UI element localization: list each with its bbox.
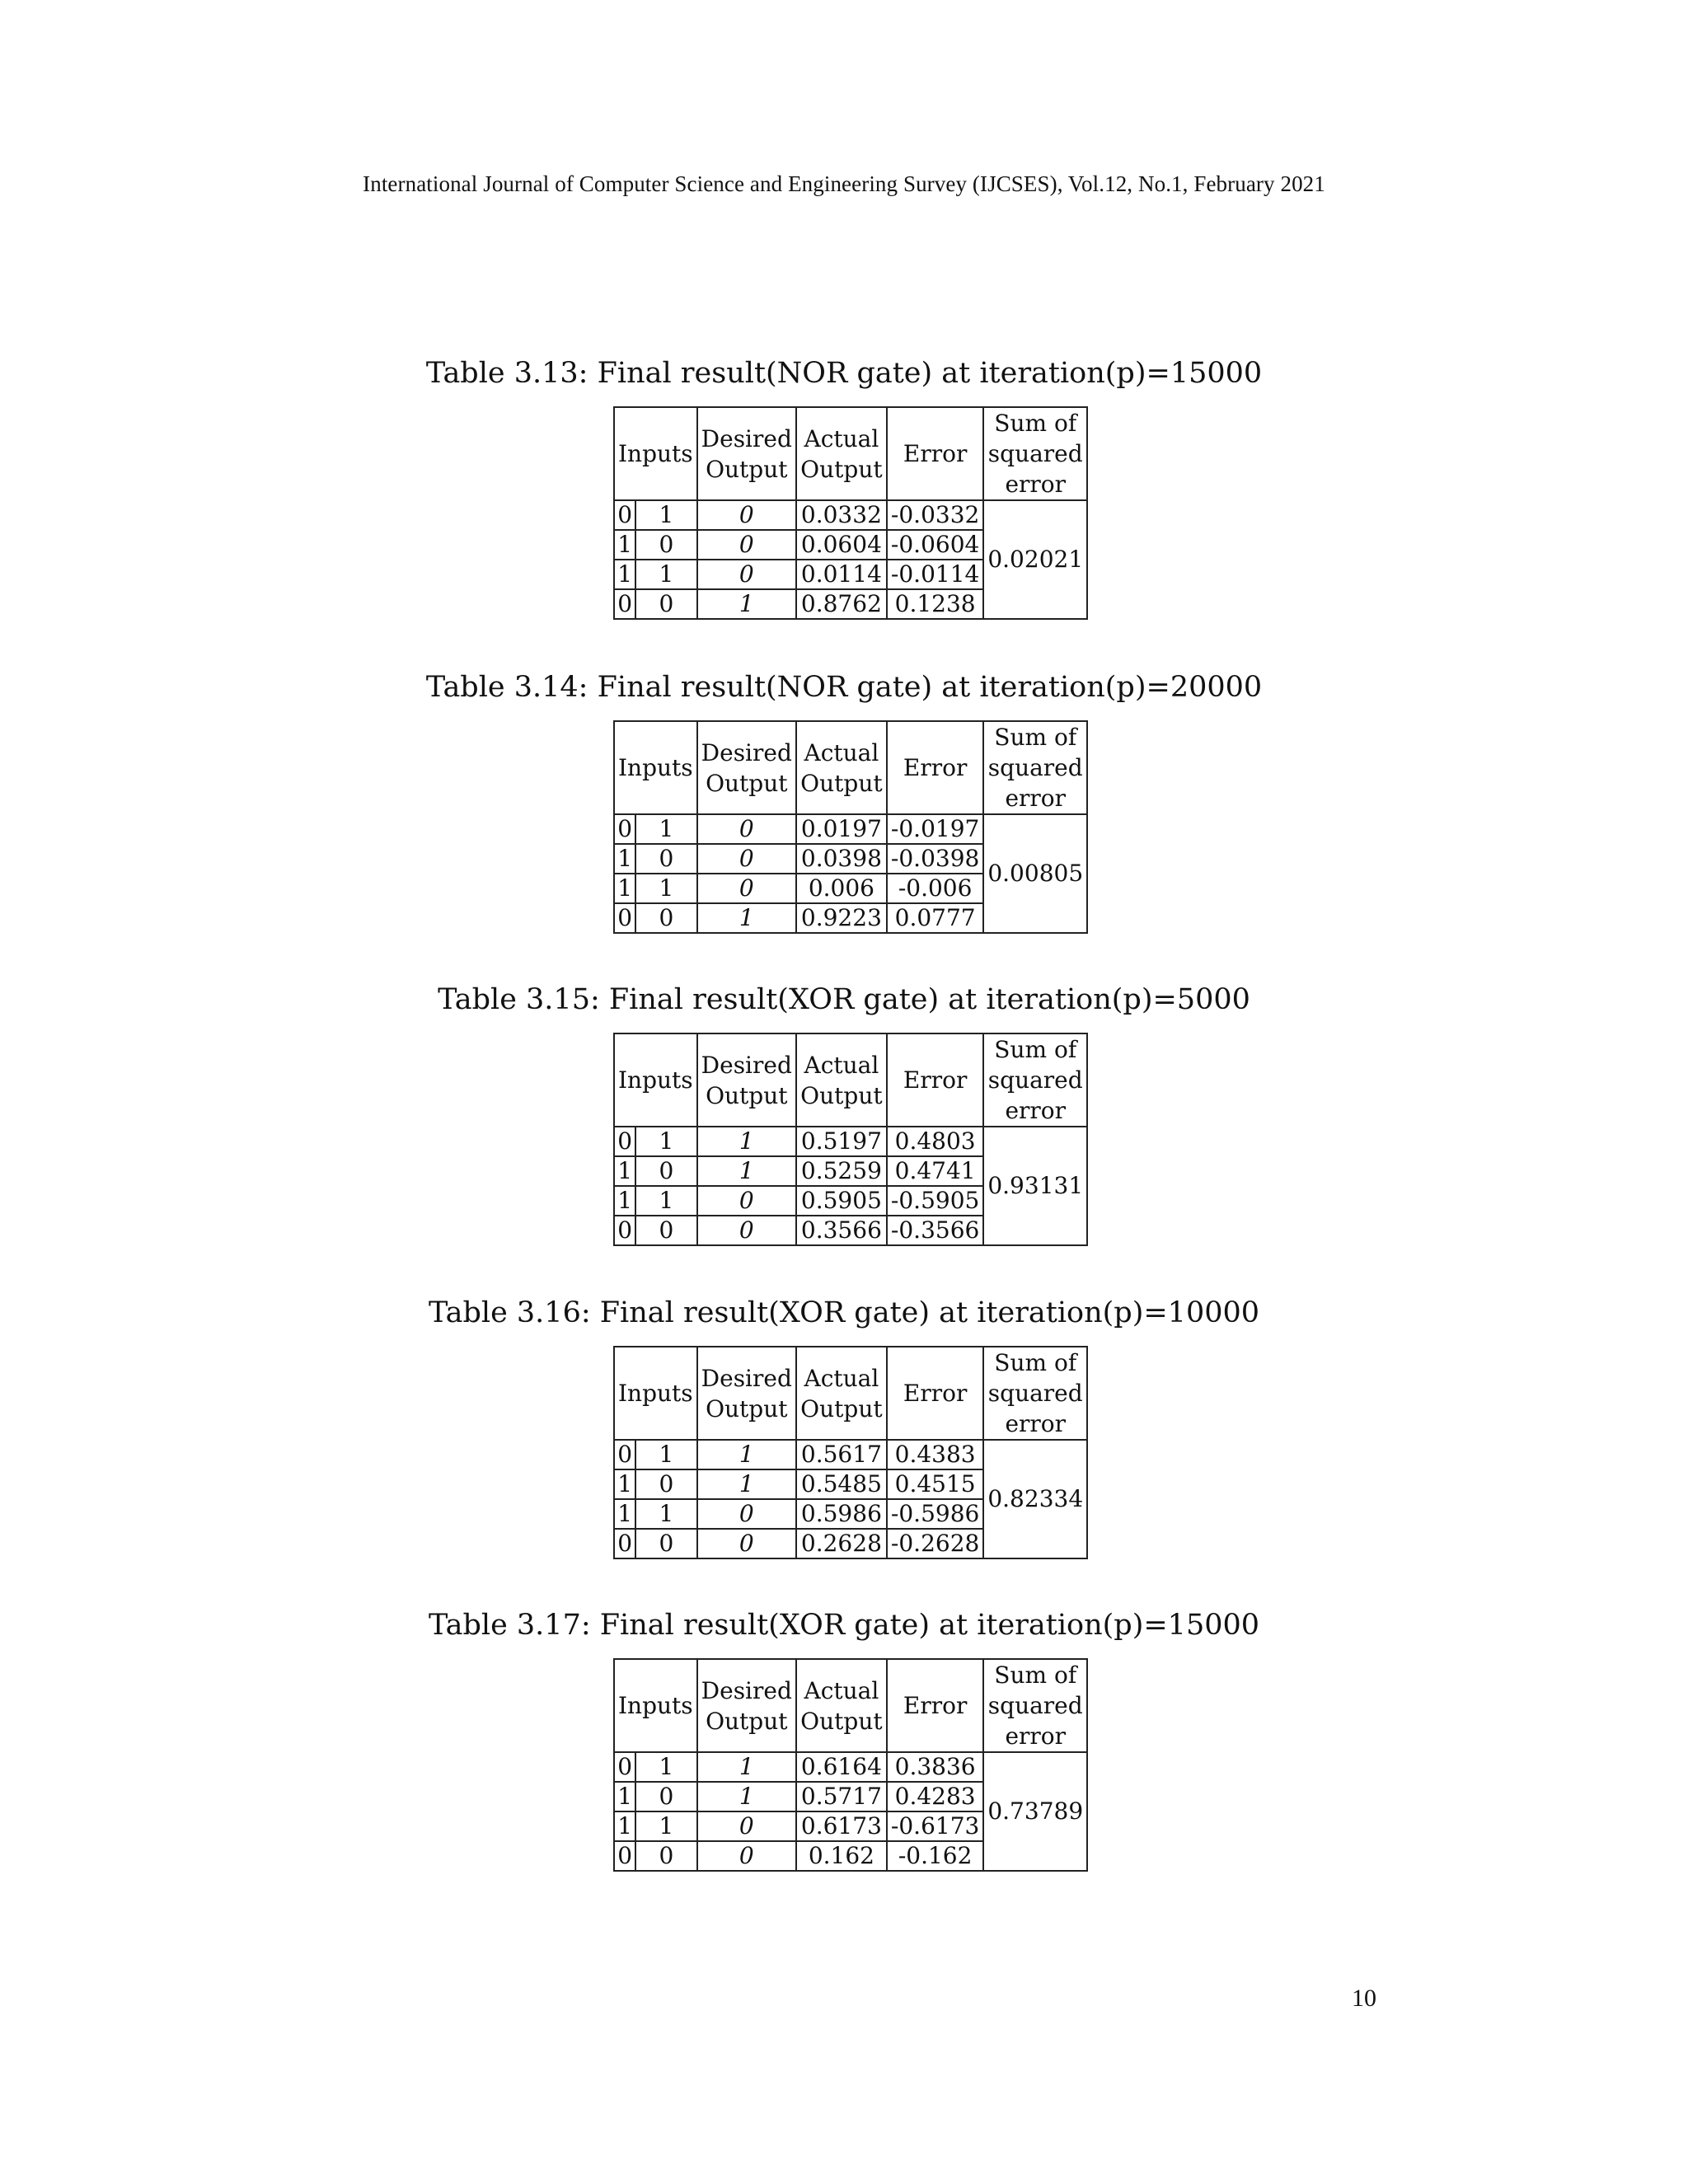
actual-output-cell: 0.5259 [796, 1156, 887, 1186]
error-cell: -0.006 [887, 874, 983, 903]
input-x1-cell: 1 [614, 560, 635, 589]
actual-output-cell: 0.6173 [796, 1811, 887, 1841]
table-caption: Table 3.17: Final result(XOR gate) at iteration(p)=15000 [428, 1609, 1260, 1642]
actual-output-cell: 0.3566 [796, 1216, 887, 1245]
input-x1-cell: 1 [614, 1469, 635, 1499]
page-number: 10 [1352, 1985, 1376, 2012]
error-cell: -0.0197 [887, 814, 983, 844]
header-actual-output-line: Output [800, 769, 883, 797]
result-table-block [0, 350, 1688, 620]
desired-output-cell: 0 [697, 560, 796, 589]
result-table [613, 720, 1088, 934]
desired-output-cell: 1 [697, 1752, 796, 1782]
error-cell: -0.0604 [887, 530, 983, 560]
result-table-block [0, 977, 1688, 1246]
header-actual-output-line: Output [800, 1081, 883, 1109]
table-caption: Table 3.13: Final result(NOR gate) at iteration(p)=15000 [425, 357, 1263, 390]
header-error-line: Error [903, 1692, 968, 1719]
table-header-row [614, 1033, 1087, 1127]
error-cell: -0.3566 [887, 1216, 983, 1245]
error-cell: 0.4383 [887, 1440, 983, 1469]
header-desired-output-line: Desired [701, 424, 792, 452]
input-x1-cell: 1 [614, 530, 635, 560]
table-row [614, 1127, 1087, 1156]
header-desired-output-line: Output [706, 1394, 788, 1422]
table-caption: Table 3.15: Final result(XOR gate) at iteration(p)=5000 [438, 983, 1250, 1016]
input-x2-cell: 1 [635, 1811, 696, 1841]
input-x1-cell: 0 [614, 814, 635, 844]
header-sum-squared-error-line: error [1005, 471, 1067, 498]
input-x1-cell: 0 [614, 1529, 635, 1558]
actual-output-cell: 0.6164 [796, 1752, 887, 1782]
error-cell: -0.0398 [887, 844, 983, 874]
header-error-line: Error [903, 1380, 968, 1407]
table-row [614, 814, 1087, 844]
input-x2-cell: 1 [635, 1186, 696, 1216]
header-error-line: Error [903, 1066, 968, 1094]
actual-output-cell: 0.5617 [796, 1440, 887, 1469]
error-cell: -0.0114 [887, 560, 983, 589]
header-actual-output [796, 407, 887, 500]
actual-output-cell: 0.5717 [796, 1782, 887, 1811]
header-sum-squared-error-line: Sum of [994, 1036, 1077, 1063]
input-x1-cell: 1 [614, 1156, 635, 1186]
input-x1-cell: 1 [614, 1186, 635, 1216]
input-x1-cell: 0 [614, 589, 635, 619]
header-actual-output-line: Actual [804, 1676, 879, 1704]
input-x2-cell: 0 [635, 530, 696, 560]
desired-output-cell: 1 [697, 589, 796, 619]
input-x1-cell: 1 [614, 874, 635, 903]
header-desired-output-line: Output [706, 1081, 788, 1109]
error-cell: 0.4803 [887, 1127, 983, 1156]
header-desired-output-line: Output [706, 455, 788, 483]
error-cell: 0.4283 [887, 1782, 983, 1811]
input-x2-cell: 1 [635, 1440, 696, 1469]
result-table-block [0, 664, 1688, 934]
result-table [613, 1346, 1088, 1559]
result-table [613, 1033, 1088, 1246]
running-header: International Journal of Computer Science and Engineering Survey (IJCSES), Vol.12, No.1, February 2021 [363, 171, 1325, 196]
header-error [887, 721, 983, 814]
input-x1-cell: 0 [614, 1752, 635, 1782]
actual-output-cell: 0.9223 [796, 903, 887, 933]
header-inputs-line: Inputs [618, 440, 693, 467]
header-sum-squared-error-line: error [1005, 785, 1067, 812]
header-sum-squared-error-line: error [1005, 1097, 1067, 1124]
input-x2-cell: 1 [635, 560, 696, 589]
desired-output-cell: 1 [697, 1469, 796, 1499]
header-desired-output [697, 721, 796, 814]
actual-output-cell: 0.162 [796, 1841, 887, 1871]
header-actual-output [796, 1033, 887, 1127]
header-desired-output-line: Desired [701, 738, 792, 766]
header-sum-squared-error-line: squared [987, 1692, 1083, 1719]
table-header-row [614, 1659, 1087, 1752]
header-inputs-line: Inputs [618, 1692, 693, 1719]
header-error [887, 1033, 983, 1127]
header-desired-output-line: Output [706, 769, 788, 797]
error-cell: -0.5905 [887, 1186, 983, 1216]
sum-squared-error-cell: 0.02021 [983, 500, 1087, 619]
input-x1-cell: 1 [614, 1782, 635, 1811]
input-x1-cell: 1 [614, 1499, 635, 1529]
header-sum-squared-error-line: squared [987, 440, 1083, 467]
header-sum-squared-error-line: squared [987, 1380, 1083, 1407]
actual-output-cell: 0.0114 [796, 560, 887, 589]
header-desired-output-line: Desired [701, 1676, 792, 1704]
error-cell: 0.4515 [887, 1469, 983, 1499]
table-header-row [614, 1347, 1087, 1440]
table-header-row [614, 721, 1087, 814]
actual-output-cell: 0.5986 [796, 1499, 887, 1529]
desired-output-cell: 0 [697, 874, 796, 903]
header-sum-squared-error [983, 1659, 1087, 1752]
header-actual-output [796, 721, 887, 814]
desired-output-cell: 0 [697, 1216, 796, 1245]
header-sum-squared-error [983, 1033, 1087, 1127]
input-x2-cell: 0 [635, 1841, 696, 1871]
error-cell: 0.4741 [887, 1156, 983, 1186]
desired-output-cell: 0 [697, 844, 796, 874]
input-x1-cell: 0 [614, 500, 635, 530]
header-desired-output-line: Desired [701, 1051, 792, 1079]
input-x2-cell: 0 [635, 903, 696, 933]
desired-output-cell: 0 [697, 500, 796, 530]
error-cell: -0.6173 [887, 1811, 983, 1841]
header-sum-squared-error-line: squared [987, 754, 1083, 781]
input-x2-cell: 1 [635, 1499, 696, 1529]
error-cell: -0.0332 [887, 500, 983, 530]
actual-output-cell: 0.0398 [796, 844, 887, 874]
sum-squared-error-cell: 0.82334 [983, 1440, 1087, 1558]
header-sum-squared-error [983, 721, 1087, 814]
header-sum-squared-error-line: error [1005, 1722, 1067, 1750]
header-sum-squared-error-line: squared [987, 1066, 1083, 1094]
header-actual-output-line: Output [800, 455, 883, 483]
header-inputs-line: Inputs [618, 1380, 693, 1407]
sum-squared-error-cell: 0.73789 [983, 1752, 1087, 1871]
header-sum-squared-error-line: Sum of [994, 1661, 1077, 1689]
header-error [887, 1347, 983, 1440]
input-x2-cell: 0 [635, 844, 696, 874]
desired-output-cell: 1 [697, 903, 796, 933]
header-actual-output-line: Actual [804, 1051, 879, 1079]
header-sum-squared-error [983, 407, 1087, 500]
header-desired-output [697, 1033, 796, 1127]
header-desired-output [697, 1659, 796, 1752]
input-x1-cell: 1 [614, 1811, 635, 1841]
header-sum-squared-error-line: error [1005, 1410, 1067, 1437]
desired-output-cell: 0 [697, 530, 796, 560]
header-inputs [614, 1659, 697, 1752]
header-error [887, 1659, 983, 1752]
table-header-row [614, 407, 1087, 500]
error-cell: -0.162 [887, 1841, 983, 1871]
header-actual-output-line: Actual [804, 1364, 879, 1392]
sum-squared-error-cell: 0.00805 [983, 814, 1087, 933]
input-x1-cell: 0 [614, 1127, 635, 1156]
sum-squared-error-cell: 0.93131 [983, 1127, 1087, 1245]
actual-output-cell: 0.5485 [796, 1469, 887, 1499]
actual-output-cell: 0.0604 [796, 530, 887, 560]
header-actual-output-line: Output [800, 1394, 883, 1422]
input-x1-cell: 0 [614, 1440, 635, 1469]
header-error-line: Error [903, 754, 968, 781]
result-table [613, 406, 1088, 620]
desired-output-cell: 0 [697, 814, 796, 844]
header-actual-output [796, 1659, 887, 1752]
table-row [614, 1440, 1087, 1469]
desired-output-cell: 0 [697, 1811, 796, 1841]
actual-output-cell: 0.0332 [796, 500, 887, 530]
desired-output-cell: 0 [697, 1186, 796, 1216]
input-x2-cell: 1 [635, 1127, 696, 1156]
error-cell: 0.3836 [887, 1752, 983, 1782]
header-inputs [614, 1033, 697, 1127]
header-sum-squared-error [983, 1347, 1087, 1440]
input-x2-cell: 1 [635, 814, 696, 844]
error-cell: 0.0777 [887, 903, 983, 933]
error-cell: -0.2628 [887, 1529, 983, 1558]
actual-output-cell: 0.006 [796, 874, 887, 903]
actual-output-cell: 0.0197 [796, 814, 887, 844]
actual-output-cell: 0.8762 [796, 589, 887, 619]
actual-output-cell: 0.2628 [796, 1529, 887, 1558]
desired-output-cell: 1 [697, 1440, 796, 1469]
desired-output-cell: 1 [697, 1127, 796, 1156]
input-x1-cell: 0 [614, 1841, 635, 1871]
header-inputs [614, 721, 697, 814]
desired-output-cell: 1 [697, 1782, 796, 1811]
table-caption: Table 3.14: Final result(NOR gate) at iteration(p)=20000 [425, 671, 1263, 704]
header-sum-squared-error-line: Sum of [994, 1349, 1077, 1376]
result-table-block [0, 1602, 1688, 1872]
header-inputs [614, 1347, 697, 1440]
input-x2-cell: 1 [635, 1752, 696, 1782]
header-actual-output [796, 1347, 887, 1440]
header-actual-output-line: Actual [804, 424, 879, 452]
input-x1-cell: 1 [614, 844, 635, 874]
header-error [887, 407, 983, 500]
actual-output-cell: 0.5197 [796, 1127, 887, 1156]
input-x2-cell: 0 [635, 1782, 696, 1811]
header-inputs [614, 407, 697, 500]
desired-output-cell: 0 [697, 1499, 796, 1529]
header-inputs-line: Inputs [618, 754, 693, 781]
header-desired-output [697, 407, 796, 500]
input-x1-cell: 0 [614, 1216, 635, 1245]
error-cell: -0.5986 [887, 1499, 983, 1529]
input-x1-cell: 0 [614, 903, 635, 933]
header-actual-output-line: Output [800, 1707, 883, 1735]
table-row [614, 500, 1087, 530]
input-x2-cell: 0 [635, 1529, 696, 1558]
header-desired-output [697, 1347, 796, 1440]
input-x2-cell: 1 [635, 500, 696, 530]
input-x2-cell: 0 [635, 1216, 696, 1245]
table-row [614, 1752, 1087, 1782]
header-actual-output-line: Actual [804, 738, 879, 766]
desired-output-cell: 0 [697, 1841, 796, 1871]
result-table [613, 1658, 1088, 1872]
desired-output-cell: 1 [697, 1156, 796, 1186]
result-table-block [0, 1290, 1688, 1559]
header-desired-output-line: Desired [701, 1364, 792, 1392]
header-sum-squared-error-line: Sum of [994, 410, 1077, 437]
header-sum-squared-error-line: Sum of [994, 724, 1077, 751]
input-x2-cell: 0 [635, 1469, 696, 1499]
input-x2-cell: 0 [635, 1156, 696, 1186]
table-caption: Table 3.16: Final result(XOR gate) at iteration(p)=10000 [428, 1296, 1260, 1329]
header-error-line: Error [903, 440, 968, 467]
error-cell: 0.1238 [887, 589, 983, 619]
input-x2-cell: 1 [635, 874, 696, 903]
header-desired-output-line: Output [706, 1707, 788, 1735]
actual-output-cell: 0.5905 [796, 1186, 887, 1216]
desired-output-cell: 0 [697, 1529, 796, 1558]
input-x2-cell: 0 [635, 589, 696, 619]
header-inputs-line: Inputs [618, 1066, 693, 1094]
